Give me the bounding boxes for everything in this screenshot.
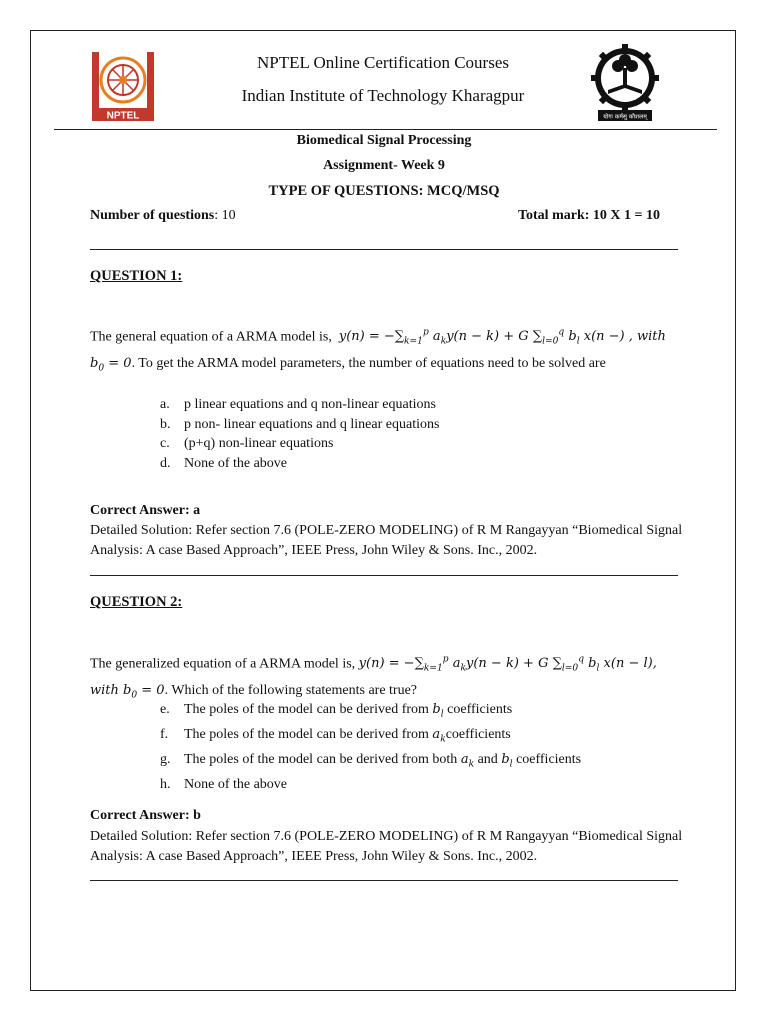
question-1-answer: Correct Answer: a	[90, 503, 201, 518]
num-questions-label: Number of questions: 10	[90, 208, 236, 223]
option-g[interactable]: g. The poles of the model can be derived from both $a_k$ and $b_l$ coefficients	[160, 752, 582, 770]
arma-equation: $y(n) = -\sum_{k=1}^p$ $a_ky(n - k) + G$ $\sum_{l=0}^q$ $b_l$ x(n −) , with $b_0 = 0$	[90, 328, 666, 374]
question-2-heading: QUESTION 2:	[90, 594, 183, 610]
header-institute: Indian Institute of Technology Kharagpur	[241, 86, 525, 105]
question-2-answer: Correct Answer: b	[90, 808, 201, 823]
iit-kharagpur-logo	[588, 44, 662, 122]
assignment-title: Assignment- Week 9	[323, 158, 445, 173]
separator	[90, 880, 678, 881]
option-c[interactable]: c. (p+q) non-linear equations	[160, 436, 334, 451]
question-1-text: The general equation of a ARMA model is, $y(n) = -\sum_{k=1}^p$ $a_ky(n - k) + G$ $\sum_{l=0}^q$ $b_l$ x(n −) , with $b_0 = 0$. To get the ARMA model parameters, the number of equations need to be solved are	[90, 328, 666, 374]
logo-motto-text: योगः कर्मसु कौशलम्	[603, 113, 647, 121]
question-1-heading: QUESTION 1:	[90, 268, 183, 284]
question-2-text: The generalized equation of a ARMA model is, $y(n) = -\sum_{k=1}^p$ $a_ky(n - k) + G$ $\sum_{l=0}^q$ $b_l$ x(n − l), with $b_0 = 0$. Which of the following statements are true?	[90, 655, 657, 701]
question-1-options	[160, 395, 660, 473]
question-type: TYPE OF QUESTIONS: MCQ/MSQ	[268, 183, 500, 199]
nptel-logo	[90, 50, 156, 122]
question-2-options	[160, 700, 660, 795]
separator	[90, 575, 678, 576]
course-title: Biomedical Signal Processing	[296, 133, 472, 148]
option-h[interactable]: h. None of the above	[160, 777, 288, 793]
option-d[interactable]: d. None of the above	[160, 455, 288, 471]
total-mark: Total mark: 10 X 1 = 10	[517, 208, 660, 223]
meta-row	[90, 208, 660, 224]
option-b[interactable]: b. p non- linear equations and q linear equations	[160, 416, 440, 432]
option-f[interactable]: f. The poles of the model can be derived from $a_kcoefficients$	[160, 727, 511, 745]
question-1-solution: Detailed Solution: Refer section 7.6 (POLE-ZERO MODELING) of R M Rangayyan “Biomedical Signal Analysis: A case Based Approach”, IEEE Press, John Wiley & Sons. Inc., 2002.	[90, 523, 683, 558]
separator	[90, 249, 678, 250]
arma-equation: $y(n) = -\sum_{k=1}^p$ $a_ky(n - k) + G$ $\sum_{l=0}^q$ $b_l$ x(n − l), with $b_0 = 0$	[90, 655, 657, 701]
option-a[interactable]: a. p linear equations and q non-linear equations	[160, 397, 436, 412]
question-2-solution: Detailed Solution: Refer section 7.6 (POLE-ZERO MODELING) of R M Rangayyan “Biomedical Signal Analysis: A case Based Approach”, IEEE Press, John Wiley & Sons. Inc., 2002.	[90, 829, 683, 864]
nptel-logo-text: NPTEL	[106, 110, 140, 122]
option-e[interactable]: e. The poles of the model can be derived from $b_l$ coefficients	[160, 702, 513, 720]
header-rule	[54, 129, 717, 130]
header-title: NPTEL Online Certification Courses	[257, 53, 509, 72]
